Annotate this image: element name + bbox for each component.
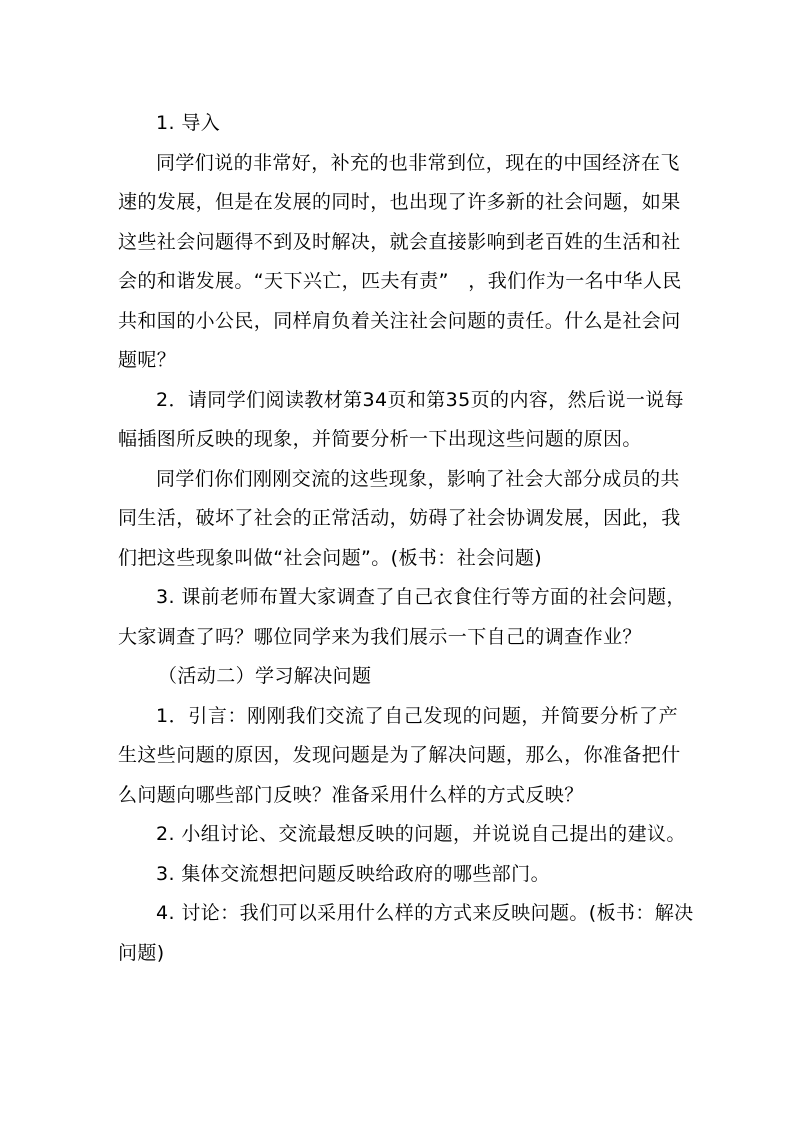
paragraph-line: 4. 讨论：我们可以采用什么样的方式来反映问题。(板书：解决	[156, 902, 694, 924]
paragraph-line: 同生活，破坏了社会的正常活动，妨碍了社会协调发展，因此，我	[118, 507, 681, 529]
paragraph-line: 这些社会问题得不到及时解决，就会直接影响到老百姓的生活和社	[118, 230, 681, 253]
paragraph-line: 3. 课前老师布置大家调查了自己衣食住行等方面的社会问题，	[156, 586, 686, 608]
paragraph-line: 共和国的小公民，同样肩负着关注社会问题的责任。什么是社会问	[118, 309, 681, 332]
paragraph-line: 2．请同学们阅读教材第34页和第35页的内容，然后说一说每	[156, 388, 685, 411]
paragraph-line: 会的和谐发展。“天下兴亡，匹夫有责” ，我们作为一名中华人民	[118, 270, 682, 292]
paragraph-line: 问题)	[118, 941, 165, 964]
section-heading-activity-2: （活动二）学习解决问题	[158, 665, 372, 687]
paragraph-line: 速的发展，但是在发展的同时，也出现了许多新的社会问题，如果	[118, 191, 681, 213]
document-body	[118, 104, 694, 973]
paragraph-line: 同学们说的非常好，补充的也非常到位，现在的中国经济在飞	[156, 151, 680, 174]
paragraph-line: 大家调查了吗？哪位同学来为我们展示一下自己的调查作业？	[118, 625, 642, 648]
paragraph-line: 3. 集体交流想把问题反映给政府的哪些部门。	[156, 862, 550, 885]
section-heading-intro: 1. 导入	[156, 112, 221, 134]
paragraph-line: 题呢？	[118, 349, 177, 371]
paragraph-line: 同学们你们刚刚交流的这些现象，影响了社会大部分成员的共	[156, 467, 680, 490]
paragraph-line: 生这些问题的原因，发现问题是为了解决问题，那么，你准备把什	[118, 744, 681, 766]
paragraph-line: 么问题向哪些部门反映？准备采用什么样的方式反映？	[118, 783, 584, 806]
paragraph-line: 2. 小组讨论、交流最想反映的问题，并说说自己提出的建议。	[156, 823, 686, 845]
paragraph-line: 1．引言：刚刚我们交流了自己发现的问题，并简要分析了产	[156, 704, 678, 727]
paragraph-line: 幅插图所反映的现象，并简要分析一下出现这些问题的原因。	[118, 428, 642, 450]
paragraph-line: 们把这些现象叫做“社会问题”。(板书：社会问题)	[118, 546, 543, 569]
